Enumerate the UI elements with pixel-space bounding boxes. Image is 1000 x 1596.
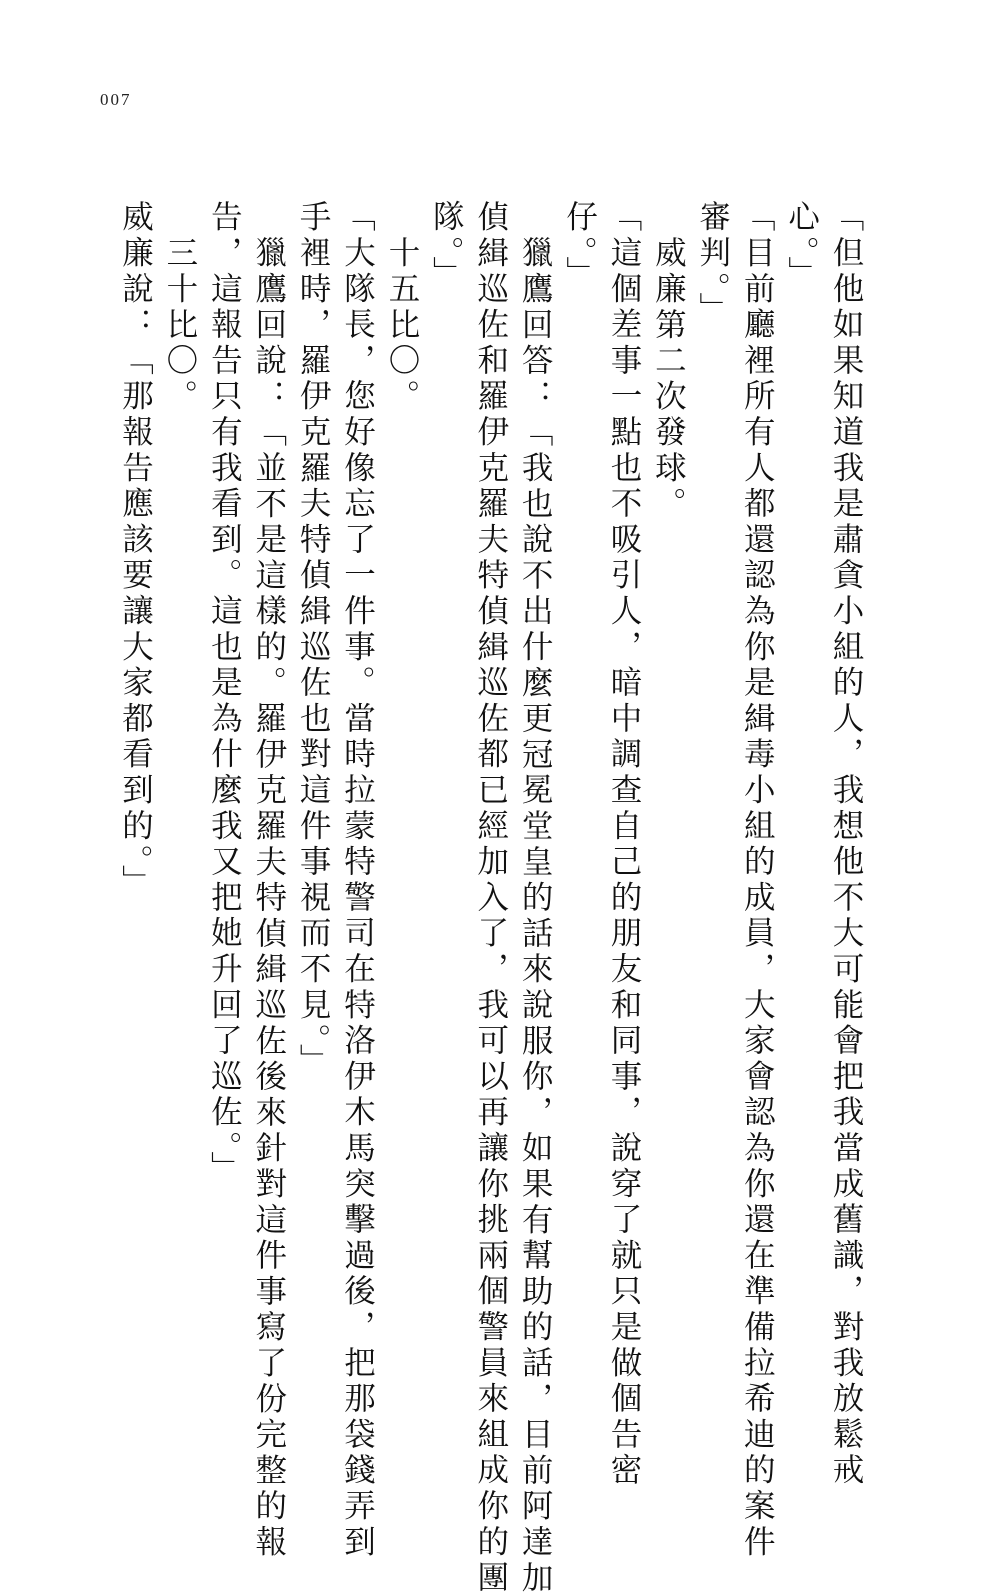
text-column: 偵緝巡佐和羅伊克羅夫特偵緝巡佐都已經加入了，我可以再讓你挑兩個警員來組成你的團 — [472, 200, 509, 1596]
text-column: 獵鷹回說：「並不是這樣的。羅伊克羅夫特偵緝巡佐後來針對這件事寫了份完整的報 — [250, 236, 287, 1561]
text-column: 隊。」 — [428, 200, 465, 292]
text-column: 三十比〇。 — [161, 236, 198, 415]
text-column: 「大隊長，您好像忘了一件事。當時拉蒙特警司在特洛伊木馬突擊過後，把那袋錢弄到 — [339, 200, 376, 1561]
text-column: 仔。」 — [561, 200, 598, 292]
text-column: 獵鷹回答：「我也說不出什麼更冠冕堂皇的話來說服你，如果有幫助的話，目前阿達加 — [517, 236, 554, 1596]
page-number: 007 — [100, 90, 132, 109]
text-column: 威廉第二次發球。 — [650, 236, 687, 523]
vertical-text-body — [113, 200, 868, 1596]
text-column: 審判。」 — [694, 200, 731, 328]
text-column: 「目前廳裡所有人都還認為你是緝毒小組的成員，大家會認為你還在準備拉希迪的案件 — [739, 200, 776, 1561]
text-column: 威廉說：「那報告應該要讓大家都看到的。」 — [117, 200, 154, 901]
text-column: 「這個差事一點也不吸引人，暗中調查自己的朋友和同事，說穿了就只是做個告密 — [605, 200, 642, 1489]
text-column: 手裡時，羅伊克羅夫特偵緝巡佐也對這件事視而不見。」 — [295, 200, 332, 1080]
text-column: 「但他如果知道我是肅貪小組的人，我想他不大可能會把我當成舊識，對我放鬆戒 — [828, 200, 864, 1489]
text-column: 告，這報告只有我看到。這也是為什麼我又把她升回了巡佐。」 — [206, 200, 243, 1187]
text-column: 心。」 — [783, 200, 820, 292]
text-column: 十五比〇。 — [383, 236, 420, 415]
